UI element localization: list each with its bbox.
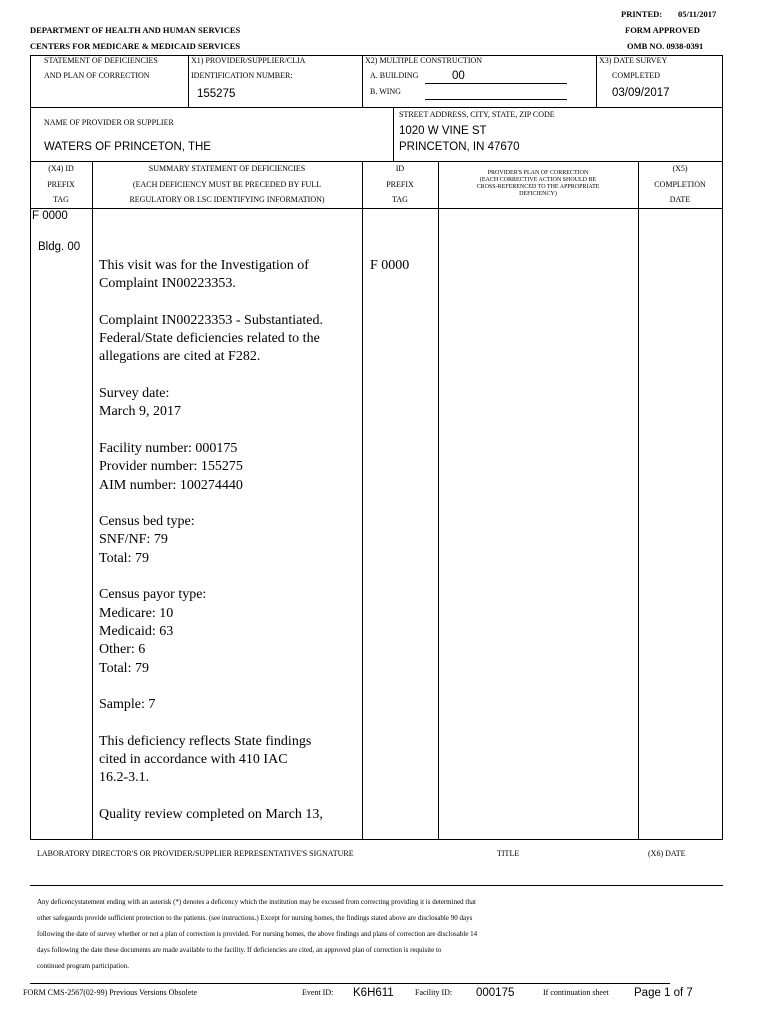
- continuation-label: If continuation sheet: [543, 988, 609, 997]
- x3-sub-label: COMPLETED: [612, 71, 660, 80]
- x5-header-3: DATE: [669, 195, 691, 204]
- summary-header-1: SUMMARY STATEMENT OF DEFICIENCIES: [148, 164, 306, 173]
- x6-date-label: (X6) DATE: [648, 849, 686, 858]
- form-number: FORM CMS-2567(02-99) Previous Versions Obsolete: [23, 988, 198, 997]
- event-id-label: Event ID:: [302, 988, 334, 997]
- title-label: TITLE: [497, 849, 520, 858]
- printed-label: PRINTED:: [621, 9, 663, 19]
- signature-label: LABORATORY DIRECTOR'S OR PROVIDER/SUPPLIER REPRESENTATIVE'S SIGNATURE: [37, 849, 354, 858]
- disclaimer-line: following the date of survey whether or not a plan of correction is provided. For nursing homes, the above findings and plans of correction are disclosable 14: [37, 930, 478, 938]
- provider-name-value: WATERS OF PRINCETON, THE: [44, 141, 211, 153]
- address-label: STREET ADDRESS, CITY, STATE, ZIP CODE: [399, 110, 555, 119]
- plan-header: [438, 170, 638, 198]
- facility-id-value: 000175: [476, 987, 515, 999]
- department-name: DEPARTMENT OF HEALTH AND HUMAN SERVICES: [30, 25, 241, 35]
- statement-label-2: AND PLAN OF CORRECTION: [44, 71, 150, 80]
- plan-id-tag: F 0000: [370, 258, 410, 273]
- disclaimer-line: days following the date these documents are made available to the facility. If deficiencies are cited, an approved plan of correction is requisite to: [37, 946, 442, 954]
- x5-header-2: COMPLETION: [654, 180, 706, 189]
- provider-name-label: NAME OF PROVIDER OR SUPPLIER: [44, 118, 174, 127]
- x4-header-3: TAG: [53, 195, 69, 204]
- building-tag: Bldg. 00: [38, 241, 81, 253]
- x4-header-2: PREFIX: [47, 180, 75, 189]
- survey-date-value: 03/09/2017: [612, 87, 670, 99]
- disclaimer: [37, 894, 717, 974]
- page-number: Page 1 of 7: [634, 987, 693, 999]
- form-approved: FORM APPROVED: [625, 25, 700, 35]
- building-value: 00: [452, 70, 465, 82]
- plan-header-2: (EACH CORRECTIVE ACTION SHOULD BE: [479, 177, 597, 183]
- x2-label: X2) MULTIPLE CONSTRUCTION: [365, 56, 483, 65]
- printed-date: 05/11/2017: [678, 9, 717, 19]
- event-id-value: K6H611: [353, 987, 394, 999]
- omb-number: OMB NO. 0938-0391: [627, 41, 704, 51]
- wing-label: B. WING: [370, 87, 401, 96]
- deficiency-summary-text: This visit was for the Investigation of Complaint IN00223353. Complaint IN00223353 - Substantiated. Federal/State deficiencies related to the allegations are cited at F282. Survey date: March 9, 2017 Facility number: 000175 Provider number: 155275 AIM number: 100274440 Census bed type: SNF/NF: 79 Total: 79 Census payor type: Medicare: 10 Medicaid: 63 Other: 6 Total: 79 Sample: 7 This deficiency reflects State findings cited in accordance with 410 IAC 16.2-3.1. Quality review completed on March 13,: [99, 258, 323, 822]
- x5-header-1: (X5): [672, 164, 688, 173]
- facility-id-label: Facility ID:: [415, 988, 453, 997]
- plan-header-4: DEFICIENCY): [519, 191, 557, 197]
- id-header-3: TAG: [392, 195, 408, 204]
- id-header-2: PREFIX: [386, 180, 414, 189]
- id-header-1: ID: [395, 164, 405, 173]
- x1-label-2: IDENTIFICATION NUMBER:: [191, 71, 293, 80]
- x3-label: X3) DATE SURVEY: [599, 56, 668, 65]
- summary-header-2: (EACH DEFICIENCY MUST BE PRECEDED BY FULL: [132, 180, 322, 189]
- disclaimer-line: Any deficencystatement ending with an asterisk (*) denotes a deficency which the institution may be excused from correcting providing it is determined that: [37, 898, 476, 906]
- x4-header-1: (X4) ID: [48, 164, 74, 173]
- address-line-2: PRINCETON, IN 47670: [399, 141, 520, 153]
- building-label: A. BUILDING: [370, 71, 419, 80]
- plan-header-3: CROSS-REFERENCED TO THE APPROPRIATE: [476, 184, 600, 190]
- provider-id-value: 155275: [197, 88, 236, 100]
- disclaimer-line: other safegaurds provide sufficient protection to the patients. (see instructions.) Except for nursing homes, the findings stated above are disclosable 90 days: [37, 914, 473, 922]
- address-line-1: 1020 W VINE ST: [399, 125, 487, 137]
- centers-name: CENTERS FOR MEDICARE & MEDICAID SERVICES: [30, 41, 241, 51]
- statement-label-1: STATEMENT OF DEFICIENCIES: [44, 56, 158, 65]
- disclaimer-line: continued program participation.: [37, 962, 129, 970]
- summary-header-3: REGULATORY OR LSC IDENTIFYING INFORMATION): [129, 195, 325, 204]
- deficiency-tag: F 0000: [32, 210, 68, 222]
- plan-header-1: PROVIDER'S PLAN OF CORRECTION: [487, 170, 589, 176]
- x1-label-1: X1) PROVIDER/SUPPLIER/CLIA: [191, 56, 306, 65]
